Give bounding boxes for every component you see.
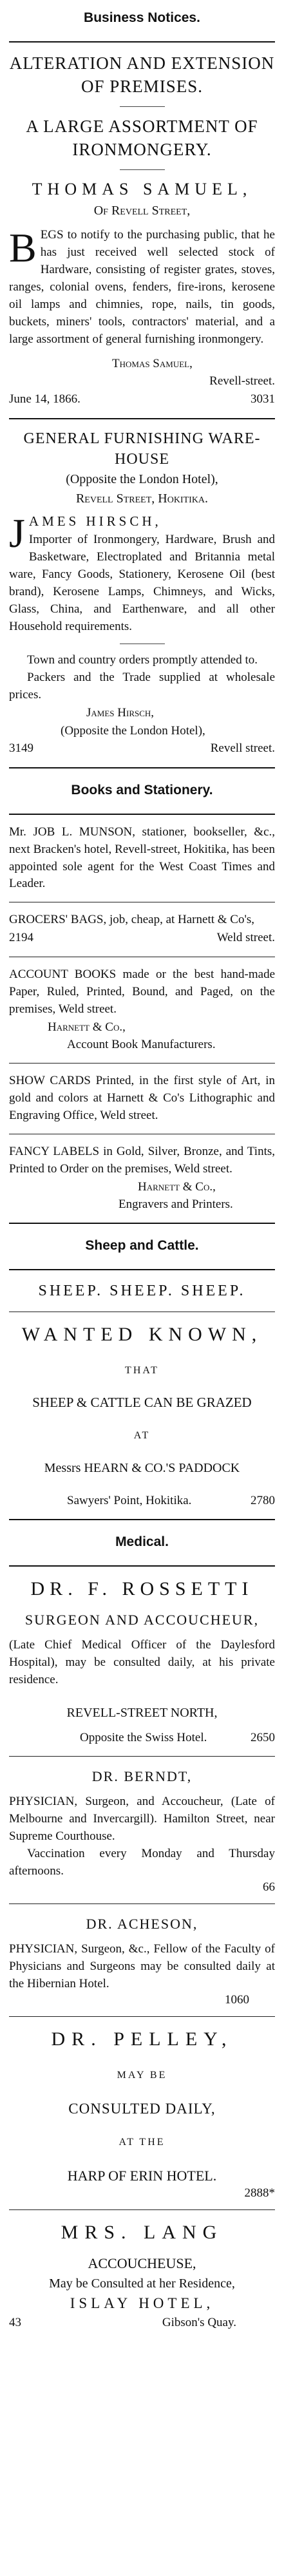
advertiser-name: THOMAS SAMUEL,	[32, 179, 252, 198]
advert-sheep-grazing	[9, 1279, 275, 1510]
advert-berndt	[9, 1766, 275, 1894]
advert-text: ACCOUNT BOOKS made or the best hand-made Paper, Ruled, Printed, Bound, and Paged, on the premises, Weld street.	[9, 967, 275, 1016]
advert-text: Vaccination every Monday and Thursday afternoons.	[9, 1847, 275, 1878]
signature-address: (Opposite the London Hotel),	[61, 723, 205, 738]
advert-grocers-bags	[9, 911, 275, 947]
divider	[9, 2016, 275, 2017]
advert-number: 3031	[251, 392, 275, 406]
advert-text: Town and country orders promptly attended to.	[27, 653, 258, 667]
advert-number: 2888*	[244, 2186, 275, 2200]
advert-number: 66	[263, 1880, 275, 1894]
dateline	[9, 1729, 275, 1748]
advert-headline: HOUSE	[114, 450, 169, 468]
advert-text: FANCY LABELS in Gold, Silver, Bronze, and Tints, Printed to Order on the premises, Weld street.	[9, 1144, 275, 1176]
advert-headline: ISLAY HOTEL,	[70, 2295, 214, 2311]
divider	[9, 1269, 275, 1270]
divider	[9, 1756, 275, 1757]
dateline	[9, 390, 275, 409]
section-heading-books: Books and Stationery.	[71, 782, 213, 797]
dateline	[9, 929, 275, 948]
advert-headline: CONSULTED DAILY,	[68, 2100, 216, 2117]
advert-thomas-samuel	[9, 52, 275, 409]
advert-connector: MAY BE	[117, 2070, 167, 2081]
advert-james-hirsch	[9, 428, 275, 758]
advert-headline: OF PREMISES.	[80, 77, 204, 97]
signature-title: Engravers and Printers.	[118, 1197, 233, 1212]
section-heading-sheep: Sheep and Cattle.	[85, 1237, 199, 1253]
divider	[9, 41, 275, 43]
divider	[9, 1519, 275, 1520]
divider	[9, 814, 275, 815]
divider	[9, 1903, 275, 1904]
advert-headline: DR. PELLEY,	[51, 2028, 233, 2050]
advert-street: Weld street.	[216, 931, 275, 945]
signature: Thomas Samuel,	[112, 356, 193, 370]
advert-street: Gibson's Quay.	[162, 2316, 236, 2330]
advert-connector: THAT	[125, 1364, 159, 1376]
advert-text: PHYSICIAN, Surgeon, &c., Fellow of the Faculty of Physicians and Surgeons may be consulted daily at the Hibernian Hotel.	[9, 1942, 275, 1991]
drop-capital: J	[9, 510, 25, 557]
advertiser-name: AMES HIRSCH,	[28, 513, 162, 530]
advert-text: Importer of Ironmongery, Hardware, Brush and Basketware, Electroplated and Britannia metal ware, Fancy Goods, Stationery, Kerosene Oil (best brand), Kerosene Lamps, Chimneys, and Wicks, Glass, China, and Earthenware, and all other Household requirements.	[9, 533, 275, 634]
advert-headline: WANTED KNOWN,	[21, 1323, 263, 1345]
advert-subheading: Revell Street, Hokitika.	[75, 491, 209, 506]
advert-connector: AT THE	[118, 2137, 166, 2148]
advert-account-books	[9, 966, 275, 1054]
advert-rossetti	[9, 1576, 275, 1747]
advert-headline: GENERAL FURNISHING WARE-	[23, 430, 261, 447]
section-heading-medical: Medical.	[115, 1534, 169, 1550]
advert-headline: Messrs HEARN & CO.'S PADDOCK	[44, 1460, 240, 1475]
divider	[9, 1063, 275, 1064]
advert-text: May be Consulted at her Residence,	[49, 2276, 235, 2291]
advert-headline: ALTERATION AND EXTENSION	[9, 53, 275, 73]
advert-connector: AT	[133, 1429, 151, 1441]
advert-munson: Mr. JOB L. MUNSON, stationer, bookseller, &c., next Bracken's hotel, Revell-street, Hokitika, has been appointed sole agent for the West Coast Times and Leader.	[9, 825, 275, 891]
advert-headline: ACCOUCHEUSE,	[88, 2255, 196, 2271]
signature: Harnett & Co.,	[138, 1179, 216, 1194]
divider	[120, 106, 165, 107]
signature-address: Revell-street.	[209, 374, 275, 388]
advert-number: 2780	[251, 1493, 275, 1507]
advert-headline: DR. BERNDT,	[91, 1768, 193, 1785]
advert-headline: DR. ACHESON,	[86, 1916, 198, 1932]
advert-address: REVELL-STREET NORTH,	[66, 1705, 218, 1720]
advert-number: 1060	[225, 1993, 249, 2007]
advert-number: 2650	[251, 1730, 275, 1744]
advert-number: 2194	[9, 931, 33, 945]
advert-text: GROCERS' BAGS, job, cheap, at Harnett & Co's,	[9, 913, 255, 927]
drop-capital: B	[9, 225, 37, 271]
advert-date: June 14, 1866.	[9, 392, 80, 406]
divider	[9, 1565, 275, 1567]
advert-headline: A LARGE ASSORTMENT OF	[26, 116, 258, 136]
advert-number: 43	[9, 2316, 21, 2330]
advert-subheading: (Opposite the London Hotel),	[66, 472, 218, 487]
dateline	[9, 1492, 275, 1511]
dateline	[9, 2314, 275, 2333]
signature: James Hirsch,	[86, 705, 155, 720]
advert-body	[9, 512, 275, 636]
divider	[9, 418, 275, 419]
advert-lang	[9, 2219, 275, 2333]
advert-text: PHYSICIAN, Surgeon, and Accoucheur, (Late of Melbourne and Invercargill). Hamilton Street, near Supreme Courthouse.	[9, 1795, 275, 1844]
advert-headline: DR. F. ROSSETTI	[30, 1578, 254, 1600]
advert-headline: HARP OF ERIN HOTEL.	[67, 2167, 217, 2184]
divider	[9, 767, 275, 768]
advert-show-cards: SHOW CARDS Printed, in the first style of Art, in gold and colors at Harnett & Co's Lithographic and Engraving Office, Weld street.	[9, 1073, 275, 1122]
section-heading-business: Business Notices.	[84, 10, 200, 25]
signature: Harnett & Co.,	[48, 1020, 126, 1034]
advert-location: Opposite the Swiss Hotel.	[80, 1730, 207, 1744]
advert-headline: IRONMONGERY.	[72, 140, 212, 160]
advert-acheson	[9, 1913, 275, 2007]
signature-title: Account Book Manufacturers.	[67, 1038, 216, 1052]
advert-pelley	[9, 2026, 275, 2200]
advert-headline: SHEEP. SHEEP. SHEEP.	[38, 1282, 246, 1299]
advertiser-address: Of Revell Street,	[93, 204, 191, 218]
advert-text: EGS to notify to the purchasing public, that he has just received well selected stock of Hardware, consisting of register grates, stoves, ranges, colonial ovens, fenders, fire-irons, kerosene oil lamps and chimnies, rope, nails, tin goods, buckets, miners' tools, contractors' material, and a large assortment of general furnishing ironmongery.	[9, 228, 275, 346]
advert-body	[9, 227, 275, 348]
advert-location: Sawyers' Point, Hokitika.	[67, 1493, 192, 1507]
divider	[120, 169, 165, 170]
advert-headline: SHEEP & CATTLE CAN BE GRAZED	[32, 1395, 252, 1411]
advert-text: (Late Chief Medical Officer of the Daylesford Hospital), may be consulted daily, at his private residence.	[9, 1638, 275, 1686]
advert-fancy-labels	[9, 1143, 275, 1214]
dateline	[9, 739, 275, 758]
advert-street: Revell street.	[210, 741, 275, 756]
advert-text: Packers and the Trade supplied at wholesale prices.	[9, 671, 275, 702]
advert-headline: MRS. LANG	[61, 2221, 223, 2243]
advert-headline: SURGEON AND ACCOUCHEUR,	[24, 1612, 260, 1628]
divider	[9, 2209, 275, 2210]
advert-number: 3149	[9, 741, 33, 756]
divider	[9, 1223, 275, 1224]
